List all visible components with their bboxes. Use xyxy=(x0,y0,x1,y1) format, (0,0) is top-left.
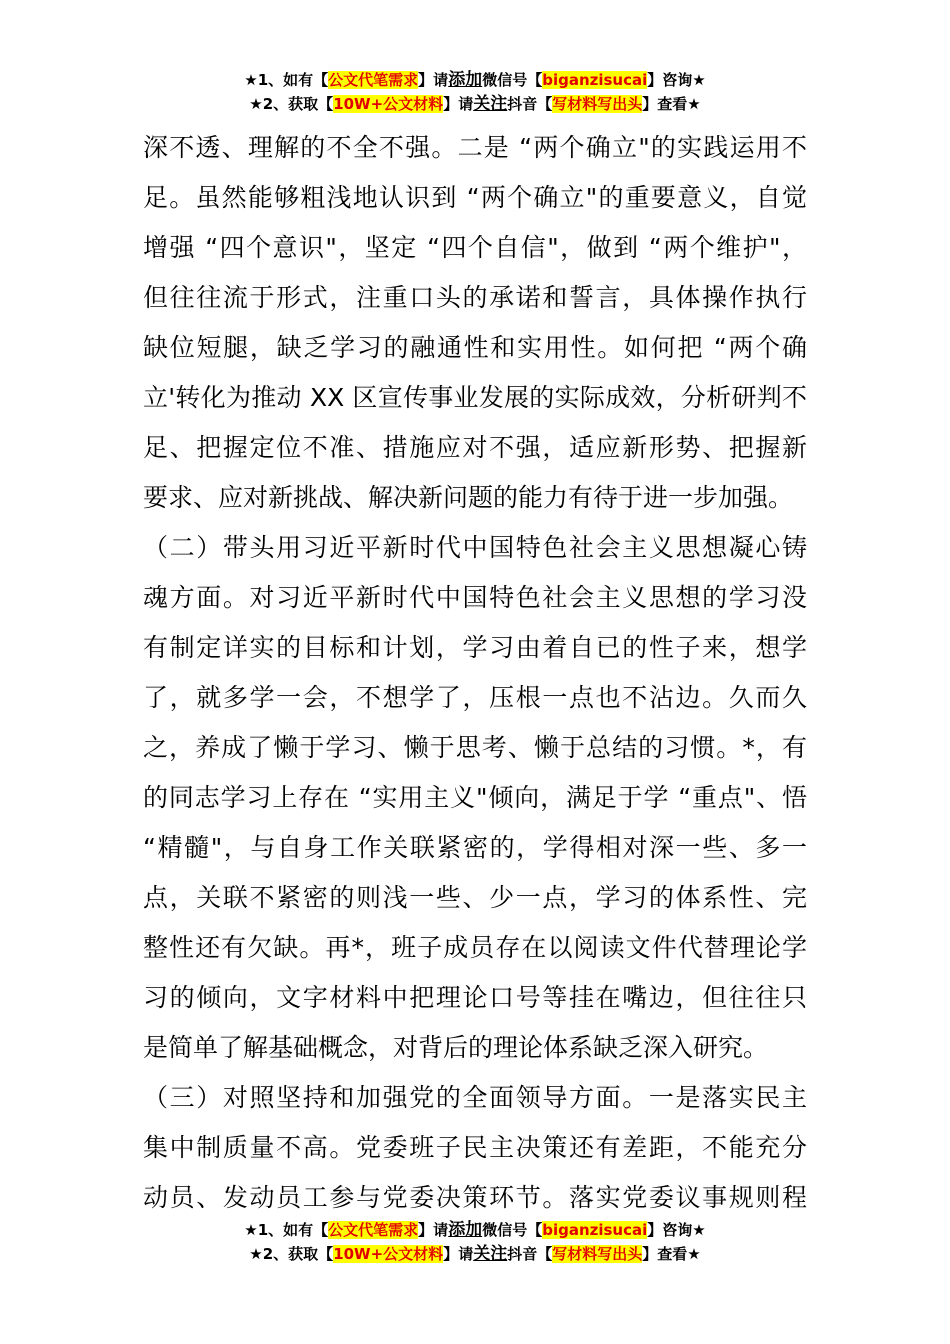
banner-highlight: 10W+公文材料 xyxy=(333,1245,444,1263)
document-body xyxy=(143,123,807,1223)
text-line: 动员、发动员工参与党委决策环节。落实党委议事规则程 xyxy=(143,1183,807,1212)
banner-text: 抖音【 xyxy=(507,95,553,113)
banner-text: ★2、获取【 xyxy=(249,95,334,113)
footer-banner xyxy=(0,1218,950,1266)
text-line: 之，养成了懒于学习、懒于思考、懒于总结的习惯。*，有 xyxy=(143,733,807,762)
text-line: 但往往流于形式，注重口头的承诺和誓言，具体操作执行 xyxy=(143,283,807,312)
banner-highlight: 公文代笔需求 xyxy=(328,1221,419,1239)
banner-underline: 添加 xyxy=(448,70,483,90)
banner-underline: 关注 xyxy=(473,94,508,114)
text-line: （二）带头用习近平新时代中国特色社会主义思想凝心铸 xyxy=(143,533,807,562)
banner-highlight: 写材料写出头 xyxy=(552,95,643,113)
text-line: “精髓"，与自身工作关联紧密的，学得相对深一些、多一 xyxy=(143,833,807,862)
banner-text: 】请 xyxy=(418,1221,449,1239)
text-line: 增强 “四个意识"，坚定 “四个自信"，做到 “两个维护"， xyxy=(143,233,807,262)
banner-text: 】查看★ xyxy=(642,1245,701,1263)
text-line: 习的倾向，文字材料中把理论口号等挂在嘴边，但往往只 xyxy=(143,983,807,1012)
banner-text: 】请 xyxy=(443,1245,474,1263)
banner-line-2 xyxy=(0,92,950,116)
text-line: 的同志学习上存在 “实用主义"倾向，满足于学 “重点"、悟 xyxy=(143,783,807,812)
banner-text: ★2、获取【 xyxy=(249,1245,334,1263)
banner-text: 】咨询★ xyxy=(647,71,706,89)
banner-line-1 xyxy=(0,68,950,92)
banner-line-1 xyxy=(0,1218,950,1242)
text-line: 整性还有欠缺。再*，班子成员存在以阅读文件代替理论学 xyxy=(143,933,807,962)
text-line: 要求、应对新挑战、解决新问题的能力有待于进一步加强。 xyxy=(143,483,794,512)
text-line: 深不透、理解的不全不强。二是 “两个确立"的实践运用不 xyxy=(143,133,807,162)
text-line: 立'转化为推动 XX 区宣传事业发展的实际成效，分析研判不 xyxy=(143,383,807,412)
banner-text: 】咨询★ xyxy=(647,1221,706,1239)
text-line: 是简单了解基础概念，对背后的理论体系缺乏深入研究。 xyxy=(143,1033,769,1062)
banner-text: 】查看★ xyxy=(642,95,701,113)
banner-text: 】请 xyxy=(443,95,474,113)
text-line: （三）对照坚持和加强党的全面领导方面。一是落实民主 xyxy=(143,1083,807,1112)
banner-highlight: biganzisucai xyxy=(542,1221,648,1239)
banner-highlight: biganzisucai xyxy=(542,71,648,89)
banner-highlight: 公文代笔需求 xyxy=(328,71,419,89)
banner-text: 抖音【 xyxy=(507,1245,553,1263)
banner-text: ★1、如有【 xyxy=(244,71,329,89)
banner-text: ★1、如有【 xyxy=(244,1221,329,1239)
banner-highlight: 写材料写出头 xyxy=(552,1245,643,1263)
banner-line-2 xyxy=(0,1242,950,1266)
text-line: 集中制质量不高。党委班子民主决策还有差距，不能充分 xyxy=(143,1133,807,1162)
text-line: 足。虽然能够粗浅地认识到 “两个确立"的重要意义，自觉 xyxy=(143,183,807,212)
banner-highlight: 10W+公文材料 xyxy=(333,95,444,113)
banner-underline: 添加 xyxy=(448,1220,483,1240)
text-line: 点，关联不紧密的则浅一些、少一点，学习的体系性、完 xyxy=(143,883,807,912)
banner-text: 微信号【 xyxy=(482,1221,543,1239)
text-line: 魂方面。对习近平新时代中国特色社会主义思想的学习没 xyxy=(143,583,807,612)
header-banner xyxy=(0,68,950,116)
text-line: 缺位短腿，缺乏学习的融通性和实用性。如何把 “两个确 xyxy=(143,333,807,362)
banner-text: 微信号【 xyxy=(482,71,543,89)
text-line: 了，就多学一会，不想学了，压根一点也不沾边。久而久 xyxy=(143,683,807,712)
banner-text: 】请 xyxy=(418,71,449,89)
banner-underline: 关注 xyxy=(473,1244,508,1264)
text-line: 足、把握定位不准、措施应对不强，适应新形势、把握新 xyxy=(143,433,807,462)
text-line: 有制定详实的目标和计划，学习由着自已的性子来，想学 xyxy=(143,633,807,662)
